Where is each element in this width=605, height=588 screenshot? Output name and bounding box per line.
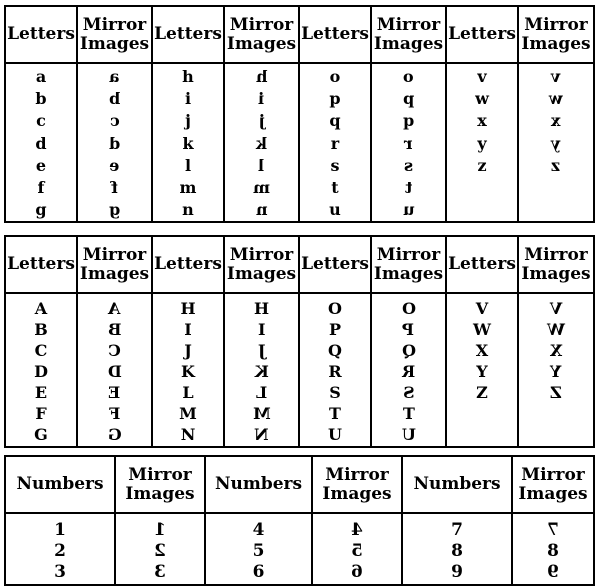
mirror-column: [371, 63, 446, 222]
glyph: H: [180, 299, 196, 318]
mirrored-glyph-text: a: [109, 67, 120, 86]
glyph: w: [475, 89, 489, 109]
numbers-column: [205, 513, 312, 585]
mirrored-glyph: [116, 541, 204, 562]
mirrored-glyph-text: d: [108, 133, 121, 153]
glyph: u: [329, 200, 341, 220]
letters-column: [446, 293, 518, 447]
mirror-column: [512, 513, 594, 585]
glyph: 2: [54, 541, 66, 561]
mirrored-glyph-text: F: [108, 404, 121, 423]
mirror-column: [77, 293, 152, 447]
mirrored-glyph: [519, 340, 593, 361]
glyph: k: [182, 133, 194, 153]
mirrored-glyph-text: c: [109, 111, 120, 131]
mirrored-glyph: [225, 361, 298, 382]
glyph: 8: [451, 541, 463, 561]
mirrored-glyph-text: A: [108, 299, 121, 318]
glyph: y: [477, 133, 487, 153]
mirror-column: [224, 63, 299, 222]
glyph: D: [34, 362, 48, 381]
header-row: [5, 6, 594, 63]
mirrored-glyph-text: H: [253, 299, 270, 318]
mirrored-glyph: [372, 66, 445, 88]
mirror-images-header: Mirror Images: [312, 456, 402, 513]
glyph: L: [182, 383, 194, 402]
numbers-header: Numbers: [402, 456, 512, 513]
glyph: O: [328, 299, 342, 318]
mirrored-glyph: [372, 155, 445, 177]
mirrored-glyph-text: o: [403, 67, 414, 86]
glyph: K: [181, 362, 195, 381]
glyph: f: [37, 177, 45, 197]
mirror-column: [224, 293, 299, 447]
letters-column: [5, 293, 77, 447]
glyph: c: [36, 111, 46, 131]
mirrored-glyph-text: 6: [351, 562, 363, 582]
mirrored-glyph: [519, 88, 593, 110]
glyph: l: [184, 155, 192, 175]
mirrored-glyph: [519, 298, 593, 319]
mirror-column: [518, 63, 594, 222]
glyph: j: [185, 111, 191, 131]
mirror-images-header: Mirror Images: [224, 236, 299, 293]
glyph: 1: [54, 520, 66, 540]
mirrored-glyph-text: 8: [547, 541, 559, 561]
mirror-column: [518, 293, 594, 447]
mirrored-glyph: [372, 382, 445, 403]
letters-header: Letters: [446, 236, 518, 293]
mirrored-glyph: [372, 88, 445, 110]
letters-header: Letters: [152, 236, 224, 293]
mirrored-glyph: [225, 88, 298, 110]
mirrored-glyph-text: M: [252, 404, 271, 423]
mirrored-glyph-text: N: [254, 425, 269, 444]
mirrored-glyph: [78, 110, 151, 132]
glyph: 9: [451, 562, 463, 582]
mirrored-glyph-text: r: [404, 133, 413, 153]
mirror-images-header: Mirror Images: [115, 456, 205, 513]
mirrored-glyph-text: m: [253, 177, 270, 197]
lowercase-mirror-table: [4, 5, 595, 223]
mirrored-glyph-text: K: [254, 362, 269, 381]
mirrored-glyph: [78, 403, 151, 424]
numbers-mirror-table: [4, 455, 595, 586]
mirrored-glyph: [78, 155, 151, 177]
glyph: m: [179, 177, 197, 197]
mirrored-glyph-text: p: [402, 89, 415, 109]
letters-column: [152, 293, 224, 447]
mirrored-glyph-text: y: [551, 133, 561, 153]
body-row: [5, 293, 594, 447]
mirror-images-header: Mirror Images: [518, 6, 594, 63]
mirrored-glyph-text: I: [257, 320, 266, 339]
mirrored-glyph-text: z: [551, 155, 561, 175]
glyph: P: [328, 320, 342, 339]
mirrored-glyph-text: E: [108, 383, 121, 402]
glyph: A: [34, 299, 48, 318]
mirrored-glyph-text: C: [108, 341, 121, 360]
glyph: h: [182, 67, 194, 86]
mirrored-glyph: [519, 382, 593, 403]
mirrored-glyph-text: U: [401, 425, 416, 444]
mirrored-glyph: [513, 520, 593, 541]
mirror-images-header: Mirror Images: [224, 6, 299, 63]
mirrored-glyph: [372, 133, 445, 155]
mirrored-glyph-text: n: [255, 200, 268, 220]
header-row: [5, 456, 594, 513]
mirrored-glyph: [225, 66, 298, 88]
mirrored-glyph: [519, 155, 593, 177]
glyph: b: [35, 89, 47, 109]
uppercase-mirror-table: [4, 235, 595, 448]
mirrored-glyph: [519, 133, 593, 155]
mirrored-glyph: [313, 541, 401, 562]
glyph: T: [329, 404, 341, 423]
mirrored-glyph: [313, 562, 401, 583]
glyph: S: [329, 383, 341, 402]
mirrored-glyph: [78, 199, 151, 221]
mirrored-glyph-text: 5: [351, 541, 363, 561]
glyph: G: [34, 425, 48, 444]
glyph: d: [35, 133, 47, 153]
mirrored-glyph-text: f: [111, 177, 118, 197]
glyph: 3: [54, 562, 66, 582]
glyph: B: [34, 320, 48, 339]
mirror-column: [371, 293, 446, 447]
mirrored-glyph: [372, 110, 445, 132]
letters-header: Letters: [5, 6, 77, 63]
glyph: E: [34, 383, 48, 402]
mirrored-glyph-text: Z: [550, 383, 562, 402]
mirrored-glyph: [519, 110, 593, 132]
mirrored-glyph-text: Y: [550, 362, 562, 381]
mirrored-glyph: [78, 133, 151, 155]
mirrored-glyph-text: x: [551, 111, 561, 131]
glyph: 7: [451, 520, 463, 540]
mirror-images-header: Mirror Images: [518, 236, 594, 293]
glyph: 4: [252, 520, 265, 540]
mirrored-glyph-text: V: [549, 299, 563, 318]
mirrored-glyph: [225, 403, 298, 424]
mirrored-glyph: [116, 520, 204, 541]
mirrored-glyph-text: 4: [351, 520, 363, 540]
mirrored-glyph-text: Q: [401, 341, 416, 360]
mirrored-glyph: [372, 199, 445, 221]
mirrored-glyph-text: O: [401, 299, 416, 318]
body-row: [5, 63, 594, 222]
mirrored-glyph-text: e: [109, 155, 120, 175]
glyph: n: [182, 200, 194, 220]
mirrored-glyph: [513, 541, 593, 562]
mirrored-glyph: [225, 424, 298, 445]
letters-column: [446, 63, 518, 222]
letters-header: Letters: [299, 236, 371, 293]
mirrored-glyph: [372, 403, 445, 424]
mirrored-glyph-text: 7: [547, 520, 559, 540]
glyph: 5: [252, 541, 265, 561]
mirrored-glyph: [372, 177, 445, 199]
mirror-column: [77, 63, 152, 222]
mirrored-glyph-text: T: [402, 404, 415, 423]
letters-header: Letters: [446, 6, 518, 63]
mirrored-glyph: [225, 319, 298, 340]
glyph: R: [328, 362, 342, 381]
glyph: q: [329, 111, 341, 131]
mirror-column: [312, 513, 402, 585]
mirrored-glyph: [225, 177, 298, 199]
mirrored-glyph: [372, 340, 445, 361]
letters-column: [299, 293, 371, 447]
mirrored-glyph: [519, 361, 593, 382]
mirrored-glyph: [372, 319, 445, 340]
mirrored-glyph: [78, 361, 151, 382]
glyph: v: [477, 67, 487, 86]
mirrored-glyph: [513, 562, 593, 583]
letters-column: [152, 63, 224, 222]
mirrored-glyph: [313, 520, 401, 541]
mirrored-glyph: [372, 424, 445, 445]
mirrored-glyph: [519, 66, 593, 88]
mirrored-glyph: [78, 66, 151, 88]
header-row: [5, 236, 594, 293]
mirrored-glyph-text: R: [401, 362, 416, 381]
mirrored-glyph-text: P: [402, 320, 415, 339]
glyph: z: [477, 155, 487, 175]
mirrored-glyph-text: i: [258, 89, 265, 109]
mirrored-glyph-text: v: [551, 67, 561, 86]
glyph: F: [35, 404, 47, 423]
numbers-header: Numbers: [205, 456, 312, 513]
mirror-images-header: Mirror Images: [512, 456, 594, 513]
glyph: Z: [476, 383, 488, 402]
glyph: V: [475, 299, 489, 318]
glyph: Y: [476, 362, 488, 381]
glyph: i: [184, 89, 192, 109]
mirrored-glyph: [225, 340, 298, 361]
mirrored-glyph-text: j: [258, 111, 265, 131]
glyph: I: [184, 320, 192, 339]
letters-header: Letters: [152, 6, 224, 63]
mirrored-glyph: [78, 298, 151, 319]
glyph: Q: [328, 341, 342, 360]
mirrored-glyph: [78, 319, 151, 340]
mirrored-glyph-text: W: [547, 320, 565, 339]
mirror-column: [115, 513, 205, 585]
mirrored-glyph-text: 3: [154, 562, 166, 582]
glyph: x: [477, 111, 487, 131]
mirrored-glyph-text: 2: [154, 541, 166, 561]
mirrored-glyph-text: w: [549, 89, 563, 109]
mirror-images-header: Mirror Images: [371, 6, 446, 63]
mirror-images-header: Mirror Images: [77, 236, 152, 293]
glyph: J: [184, 341, 192, 360]
glyph: o: [329, 67, 341, 86]
mirrored-glyph: [519, 319, 593, 340]
mirrored-glyph-text: G: [107, 425, 122, 444]
numbers-header: Numbers: [5, 456, 115, 513]
mirrored-glyph: [116, 562, 204, 583]
numbers-column: [402, 513, 512, 585]
mirrored-glyph: [225, 133, 298, 155]
mirrored-glyph: [78, 340, 151, 361]
mirrored-glyph: [78, 424, 151, 445]
mirrored-glyph-text: b: [108, 89, 121, 109]
mirrored-glyph-text: h: [255, 67, 268, 86]
mirrored-glyph-text: D: [107, 362, 122, 381]
mirrored-glyph: [225, 382, 298, 403]
mirrored-glyph-text: S: [402, 383, 415, 402]
glyph: X: [475, 341, 489, 360]
glyph: t: [331, 177, 339, 197]
mirrored-glyph: [225, 110, 298, 132]
mirrored-glyph-text: u: [402, 200, 415, 220]
mirrored-glyph-text: L: [255, 383, 268, 402]
mirrored-glyph-text: J: [257, 341, 266, 360]
glyph: r: [330, 133, 340, 153]
letters-column: [299, 63, 371, 222]
mirrored-glyph-text: 9: [547, 562, 559, 582]
mirrored-glyph: [372, 361, 445, 382]
glyph: p: [329, 89, 341, 109]
mirror-images-header: Mirror Images: [77, 6, 152, 63]
glyph: M: [179, 404, 197, 423]
mirrored-glyph-text: B: [107, 320, 122, 339]
mirrored-glyph: [225, 155, 298, 177]
mirrored-glyph-text: l: [258, 155, 265, 175]
numbers-column: [5, 513, 115, 585]
glyph: W: [473, 320, 491, 339]
mirrored-glyph: [372, 298, 445, 319]
glyph: e: [35, 155, 47, 175]
mirrored-glyph: [78, 88, 151, 110]
mirrored-glyph-text: k: [255, 133, 268, 153]
glyph: a: [35, 67, 47, 86]
mirrored-glyph-text: X: [549, 341, 563, 360]
glyph: U: [328, 425, 342, 444]
mirrored-glyph-text: q: [402, 111, 415, 131]
glyph: g: [35, 200, 47, 220]
mirrored-glyph-text: 1: [154, 520, 166, 540]
letters-header: Letters: [5, 236, 77, 293]
mirror-images-header: Mirror Images: [371, 236, 446, 293]
letters-header: Letters: [299, 6, 371, 63]
glyph: C: [34, 341, 48, 360]
glyph: N: [180, 425, 196, 444]
glyph: s: [330, 155, 340, 175]
glyph: 6: [252, 562, 265, 582]
mirrored-glyph-text: s: [403, 155, 413, 175]
mirrored-glyph: [78, 382, 151, 403]
letters-column: [5, 63, 77, 222]
mirrored-glyph: [225, 298, 298, 319]
mirrored-glyph: [78, 177, 151, 199]
body-row: [5, 513, 594, 585]
mirrored-glyph-text: t: [404, 177, 413, 197]
mirrored-glyph: [225, 199, 298, 221]
mirrored-glyph-text: g: [108, 200, 121, 220]
